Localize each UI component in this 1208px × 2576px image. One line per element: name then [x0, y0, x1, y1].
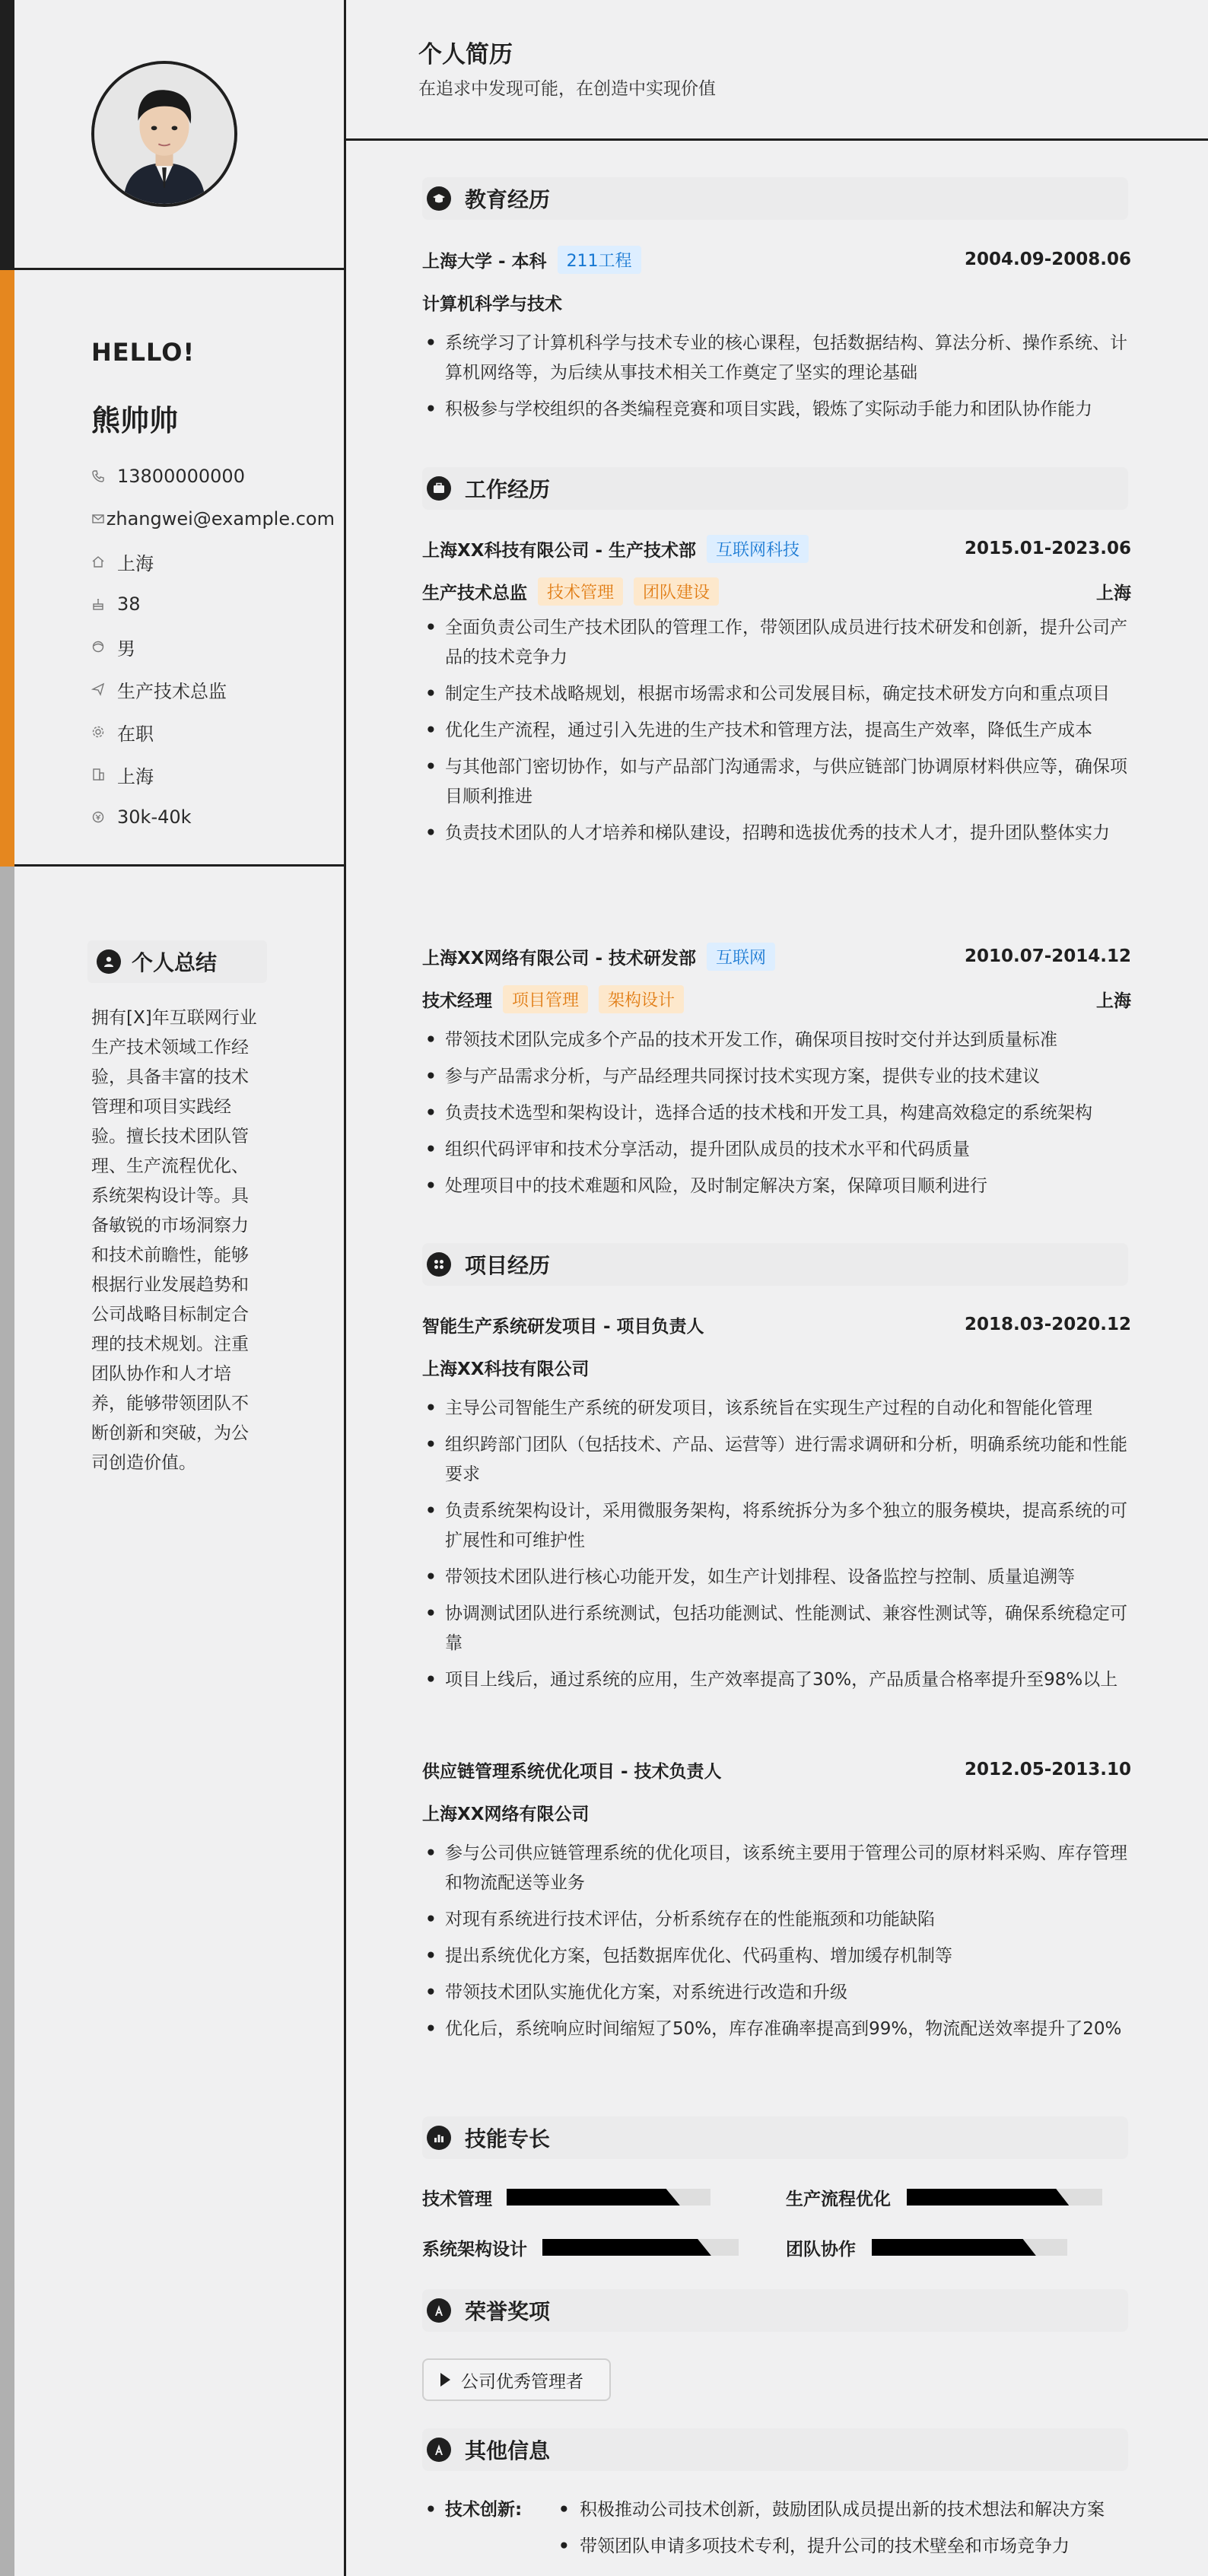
skill-item [422, 2232, 527, 2263]
skill-item [786, 2182, 891, 2212]
user-icon [97, 949, 121, 974]
job-1-company: 上海XX科技有限公司 - 生产技术部 [422, 540, 697, 561]
building-icon [91, 768, 117, 781]
job-2-industry: 互联网 [707, 943, 775, 971]
sidebar-divider [344, 0, 346, 2576]
list-item: • 负责技术选型和架构设计，选择合适的技术栈和开发工具，构建高效稳定的系统架构 [422, 1099, 1131, 1128]
awards-heading: 荣誉奖项 [422, 2289, 1128, 2332]
job-2-tag: 项目管理 [503, 985, 588, 1013]
phone-icon [91, 469, 117, 483]
job-1-tag: 团队建设 [634, 577, 719, 606]
project-1-name: 智能生产系统研发项目 - 项目负责人 [422, 1316, 704, 1337]
project-2-company: 上海XX网络有限公司 [422, 1804, 590, 1824]
job-2-city: 上海 [1096, 991, 1131, 1011]
contact-position: 生产技术总监 [91, 668, 335, 711]
job-1-industry: 互联网科技 [707, 535, 809, 563]
skill-name: 系统架构设计 [422, 2239, 527, 2260]
contact-gender: 男 [91, 625, 335, 668]
education-school: 上海大学 - 本科 [422, 251, 547, 272]
skill-name: 团队协作 [786, 2239, 856, 2260]
list-item: • 优化生产流程，通过引入先进的生产技术和管理方法，提高生产效率，降低生产成本 [422, 716, 1131, 746]
project-1-period: 2018.03-2020.12 [964, 1315, 1131, 1334]
summary-text: 拥有[X]年互联网行业生产技术领域工作经验，具备丰富的技术管理和项目实践经验。擅长技术团队管理、生产流程优化、系统架构设计等。具备敏锐的市场洞察力和技术前瞻性，能够根据行业发展趋势和公司战略目标制定合理的技术规划。注重团队协作和人才培养，能够带领团队不断创新和突破，为公司创造价值。 [91, 1008, 257, 1473]
skill-bar-fill [907, 2189, 1069, 2206]
other-heading: 其他信息 [422, 2428, 1128, 2471]
gender-icon [91, 640, 117, 654]
list-item: • 带领技术团队进行核心功能开发，如生产计划排程、设备监控与控制、质量追溯等 [422, 1563, 1131, 1592]
job-2-role-row [422, 983, 1131, 1015]
award-chip [422, 2358, 611, 2401]
hello-heading: HELLO! [91, 338, 196, 367]
project-1-company: 上海XX科技有限公司 [422, 1359, 590, 1379]
contact-location: 上海 [91, 540, 335, 583]
award-label: 公司优秀管理者 [461, 2371, 583, 2392]
salary-icon [91, 810, 117, 824]
job-2-tag: 架构设计 [599, 985, 684, 1013]
education-heading: 教育经历 [422, 177, 1128, 220]
header-divider [344, 138, 1208, 141]
contact-email: zhangwei@example.com [91, 498, 335, 540]
list-item: • 全面负责公司生产技术团队的管理工作，带领团队成员进行技术研发和创新，提升公司产品的技术竞争力 [422, 613, 1131, 673]
list-item: • 积极推动公司技术创新，鼓励团队成员提出新的技术想法和解决方案 [555, 2495, 1105, 2524]
contact-salary: 30k-40k [91, 796, 335, 838]
project-1-company-row [422, 1351, 1131, 1383]
projects-heading: 项目经历 [422, 1243, 1128, 1286]
job-1-role-row [422, 575, 1131, 607]
list-item: • 主导公司智能生产系统的研发项目，该系统旨在实现生产过程的自动化和智能化管理 [422, 1394, 1131, 1423]
education-period: 2004.09-2008.06 [964, 250, 1131, 269]
graduation-cap-icon [427, 186, 451, 211]
contact-age: 38 [91, 583, 335, 625]
list-item: • 对现有系统进行技术评估，分析系统存在的性能瓶颈和功能缺陷 [422, 1905, 1131, 1935]
job-1-row [422, 533, 1131, 564]
job-2-company: 上海XX网络有限公司 - 技术研发部 [422, 948, 697, 968]
education-major-row [422, 286, 1131, 318]
status-icon [91, 725, 117, 739]
list-item: • 优化后，系统响应时间缩短了50%，库存准确率提高到99%，物流配送效率提升了20% [422, 2015, 1131, 2044]
other-label: • 技术创新: [422, 2495, 555, 2524]
skill-name: 生产流程优化 [786, 2189, 891, 2209]
education-row [422, 243, 1131, 275]
list-item: • 协调测试团队进行系统测试，包括功能测试、性能测试、兼容性测试等，确保系统稳定可靠 [422, 1599, 1131, 1658]
project-2-name: 供应链管理系统优化项目 - 技术负责人 [422, 1761, 722, 1782]
other-info [422, 2495, 1131, 2568]
list-item: • 带领技术团队实施优化方案，对系统进行改造和升级 [422, 1978, 1131, 2008]
skill-name: 技术管理 [422, 2189, 492, 2209]
work-heading: 工作经历 [422, 467, 1128, 510]
skill-item [422, 2182, 492, 2212]
job-2-role: 技术经理 [422, 991, 492, 1011]
contact-phone: 13800000000 [91, 455, 335, 498]
page-title: 个人简历 [418, 41, 513, 68]
list-item: • 制定生产技术战略规划，根据市场需求和公司发展目标，确定技术研发方向和重点项目 [422, 679, 1131, 709]
info-icon [427, 2438, 451, 2462]
project-2-period: 2012.05-2013.10 [964, 1760, 1131, 1779]
list-item: • 项目上线后，通过系统的应用，生产效率提高了30%，产品质量合格率提升至98%以上 [422, 1665, 1131, 1695]
job-1-tag: 技术管理 [538, 577, 623, 606]
list-item: • 负责系统架构设计，采用微服务架构，将系统拆分为多个独立的服务模块，提高系统的可扩展性和可维护性 [422, 1496, 1131, 1556]
page-subtitle: 在追求中发现可能，在创造中实现价值 [418, 79, 716, 99]
stripe-gray [0, 867, 14, 2576]
skill-item [786, 2232, 856, 2263]
list-item: • 负责技术团队的人才培养和梯队建设，招聘和选拔优秀的技术人才，提升团队整体实力 [422, 819, 1131, 848]
job-1-period: 2015.01-2023.06 [964, 539, 1131, 558]
job-1-bullets [422, 613, 1131, 855]
bar-chart-icon [427, 2126, 451, 2150]
grid-icon [427, 1252, 451, 1277]
skill-bar-fill [507, 2189, 680, 2206]
candidate-name: 熊帅帅 [91, 404, 179, 437]
skill-bar-fill [872, 2239, 1036, 2256]
cake-icon [91, 597, 117, 611]
list-item: • 组织代码评审和技术分享活动，提升团队成员的技术水平和代码质量 [422, 1135, 1131, 1165]
skill-bar-track [542, 2239, 739, 2256]
project-2-bullets [422, 1839, 1131, 2051]
other-line [422, 2532, 1131, 2561]
project-1-row [422, 1309, 1131, 1340]
send-icon [91, 682, 117, 696]
list-item: • 组织跨部门团队（包括技术、产品、运营等）进行需求调研和分析，明确系统功能和性能要求 [422, 1430, 1131, 1490]
job-1-city: 上海 [1096, 583, 1131, 603]
project-2-row [422, 1754, 1131, 1786]
education-tag: 211工程 [558, 246, 641, 274]
skills-heading: 技能专长 [422, 2116, 1128, 2159]
mail-icon [91, 512, 106, 526]
briefcase-icon [427, 476, 451, 501]
stripe-accent [0, 270, 14, 867]
award-icon [427, 2298, 451, 2323]
avatar [91, 61, 237, 207]
job-2-period: 2010.07-2014.12 [964, 946, 1131, 966]
project-2-company-row [422, 1796, 1131, 1828]
contact-list [91, 455, 335, 838]
job-1-role: 生产技术总监 [422, 583, 527, 603]
list-item: • 带领技术团队完成多个产品的技术开发工作，确保项目按时交付并达到质量标准 [422, 1026, 1131, 1055]
contact-city: 上海 [91, 753, 335, 796]
sidebar-divider-top [14, 268, 345, 270]
job-2-row [422, 940, 1131, 972]
list-item: • 带领团队申请多项技术专利，提升公司的技术壁垒和市场竞争力 [555, 2532, 1070, 2561]
list-item: • 参与产品需求分析，与产品经理共同探讨技术实现方案，提供专业的技术建议 [422, 1062, 1131, 1092]
project-1-bullets [422, 1394, 1131, 1702]
skill-bar-track [507, 2189, 710, 2206]
list-item: • 与其他部门密切协作，如与产品部门沟通需求，与供应链部门协调原材料供应等，确保项目顺利推进 [422, 752, 1131, 812]
list-item: • 提出系统优化方案，包括数据库优化、代码重构、增加缓存机制等 [422, 1942, 1131, 1971]
sidebar-divider-bottom [14, 864, 345, 867]
skill-bar-track [872, 2239, 1067, 2256]
stripe-dark [0, 0, 14, 270]
list-item: • 参与公司供应链管理系统的优化项目，该系统主要用于管理公司的原材料采购、库存管理和物流配送等业务 [422, 1839, 1131, 1898]
skill-bar-fill [542, 2239, 711, 2256]
list-item: • 积极参与学校组织的各类编程竞赛和项目实践，锻炼了实际动手能力和团队协作能力 [422, 395, 1131, 425]
home-icon [91, 555, 117, 568]
list-item: • 处理项目中的技术难题和风险，及时制定解决方案，保障项目顺利进行 [422, 1172, 1131, 1201]
education-bullets [422, 329, 1131, 431]
list-item: • 系统学习了计算机科学与技术专业的核心课程，包括数据结构、算法分析、操作系统、计算机网络等，为后续从事技术相关工作奠定了坚实的理论基础 [422, 329, 1131, 388]
skill-bar-track [907, 2189, 1102, 2206]
contact-status: 在职 [91, 711, 335, 753]
other-line [422, 2495, 1131, 2524]
play-icon [440, 2373, 450, 2387]
summary-heading: 个人总结 [87, 940, 267, 983]
education-major: 计算机科学与技术 [422, 294, 562, 314]
job-2-bullets [422, 1026, 1131, 1208]
